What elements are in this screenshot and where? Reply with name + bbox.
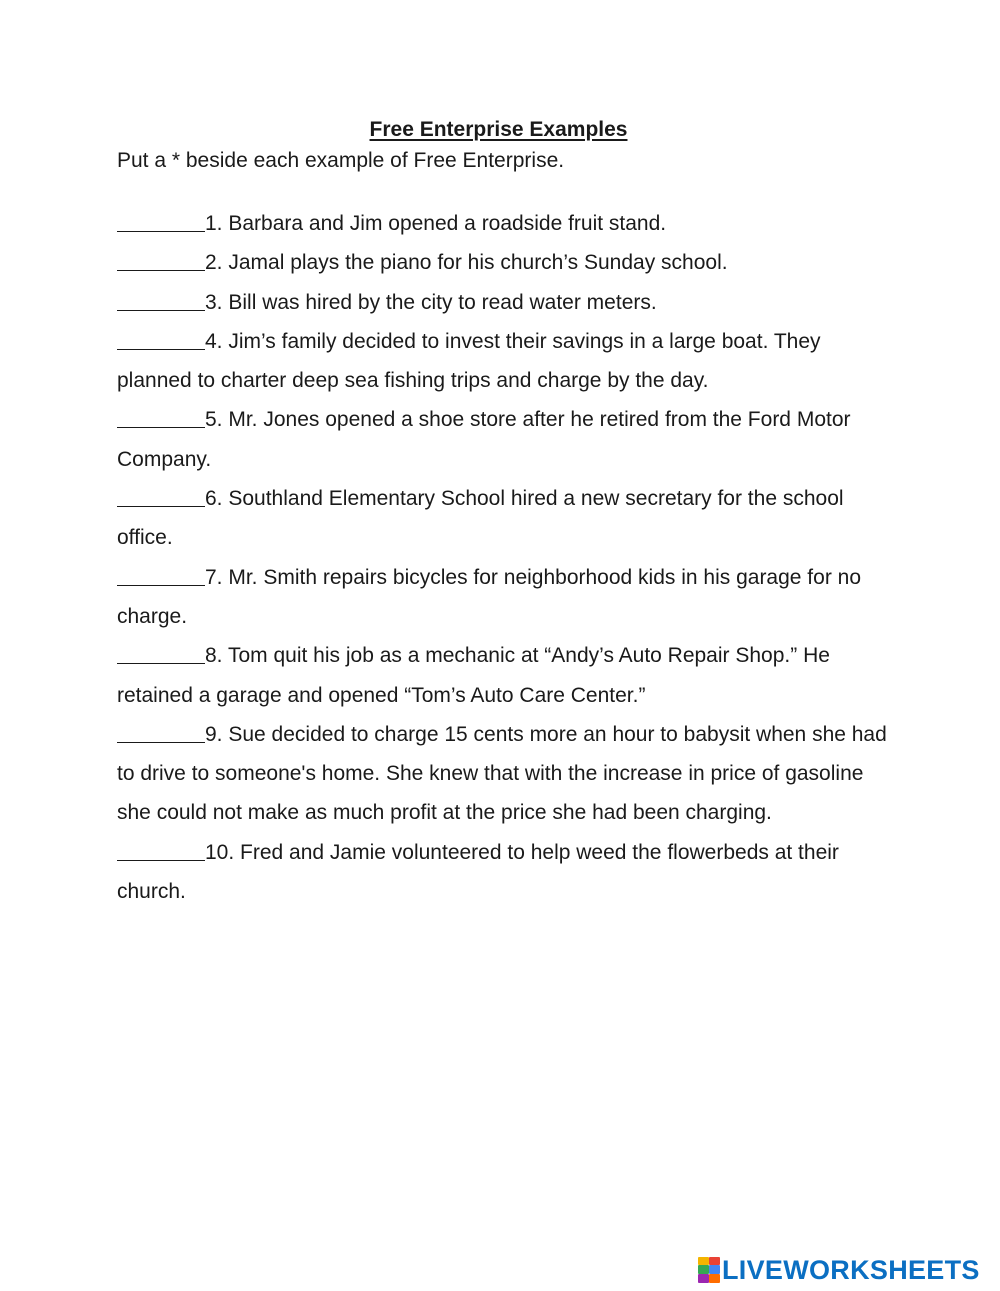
question-number: 6. bbox=[205, 487, 223, 511]
answer-blank[interactable] bbox=[117, 405, 205, 428]
question-text: Tom quit his job as a mechanic at “Andy’s Auto Repair Shop.” He retained a garage and opened “Tom’s Auto Care Center.” bbox=[117, 644, 830, 707]
question-number: 1. bbox=[205, 212, 223, 235]
answer-blank[interactable] bbox=[117, 720, 205, 743]
logo-block bbox=[698, 1265, 709, 1274]
question-number: 4. bbox=[205, 329, 223, 353]
question-item bbox=[117, 715, 887, 833]
question-text: Bill was hired by the city to read water meters. bbox=[228, 290, 657, 314]
question-text: Jamal plays the piano for his church’s Sunday school. bbox=[228, 251, 728, 275]
question-number: 10. bbox=[205, 840, 235, 864]
question-text: Mr. Jones opened a shoe store after he retired from the Ford Motor Company. bbox=[117, 408, 851, 471]
liveworksheets-logo-icon bbox=[698, 1257, 720, 1283]
logo-block bbox=[709, 1265, 720, 1274]
answer-blank[interactable] bbox=[117, 209, 205, 232]
logo-block bbox=[709, 1274, 720, 1283]
question-text: Fred and Jamie volunteered to help weed the flowerbeds at their church. bbox=[117, 840, 839, 904]
question-item bbox=[117, 322, 887, 401]
liveworksheets-wordmark: LIVEWORKSHEETS bbox=[722, 1255, 980, 1285]
question-text: Mr. Smith repairs bicycles for neighborhood kids in his garage for no charge. bbox=[117, 565, 862, 628]
question-number: 3. bbox=[205, 290, 223, 314]
instructions: Put a * beside each example of Free Enterprise. bbox=[117, 149, 565, 172]
question-number: 8. bbox=[205, 644, 223, 668]
question-item bbox=[117, 636, 887, 715]
answer-blank[interactable] bbox=[117, 563, 205, 586]
question-number: 5. bbox=[205, 408, 223, 432]
question-item bbox=[117, 558, 887, 637]
liveworksheets-logo[interactable] bbox=[698, 1255, 980, 1285]
question-text: Southland Elementary School hired a new secretary for the school office. bbox=[117, 487, 844, 550]
question-item bbox=[117, 204, 887, 243]
logo-block bbox=[698, 1257, 709, 1265]
question-text: Sue decided to charge 15 cents more an hour to babysit when she had to drive to someone's home. She knew that with the increase in price of gasoline she could not make as much profit at the price she had been charging. bbox=[117, 722, 887, 825]
question-list bbox=[117, 204, 887, 911]
question-number: 7. bbox=[205, 565, 223, 589]
answer-blank[interactable] bbox=[117, 248, 205, 271]
answer-blank[interactable] bbox=[117, 288, 205, 311]
question-number: 2. bbox=[205, 251, 223, 275]
question-item bbox=[117, 283, 887, 322]
answer-blank[interactable] bbox=[117, 641, 205, 664]
question-item bbox=[117, 400, 887, 479]
question-item bbox=[117, 243, 887, 282]
page-title: Free Enterprise Examples bbox=[369, 118, 628, 141]
question-text: Barbara and Jim opened a roadside fruit stand. bbox=[228, 212, 667, 235]
question-text: Jim’s family decided to invest their savings in a large boat. They planned to charter deep sea fishing trips and charge by the day. bbox=[117, 329, 821, 393]
question-number: 9. bbox=[205, 722, 223, 746]
answer-blank[interactable] bbox=[117, 838, 205, 861]
answer-blank[interactable] bbox=[117, 327, 205, 350]
logo-block bbox=[709, 1257, 720, 1265]
question-item bbox=[117, 833, 887, 912]
question-item bbox=[117, 479, 887, 558]
answer-blank[interactable] bbox=[117, 484, 205, 507]
logo-block bbox=[698, 1274, 709, 1283]
